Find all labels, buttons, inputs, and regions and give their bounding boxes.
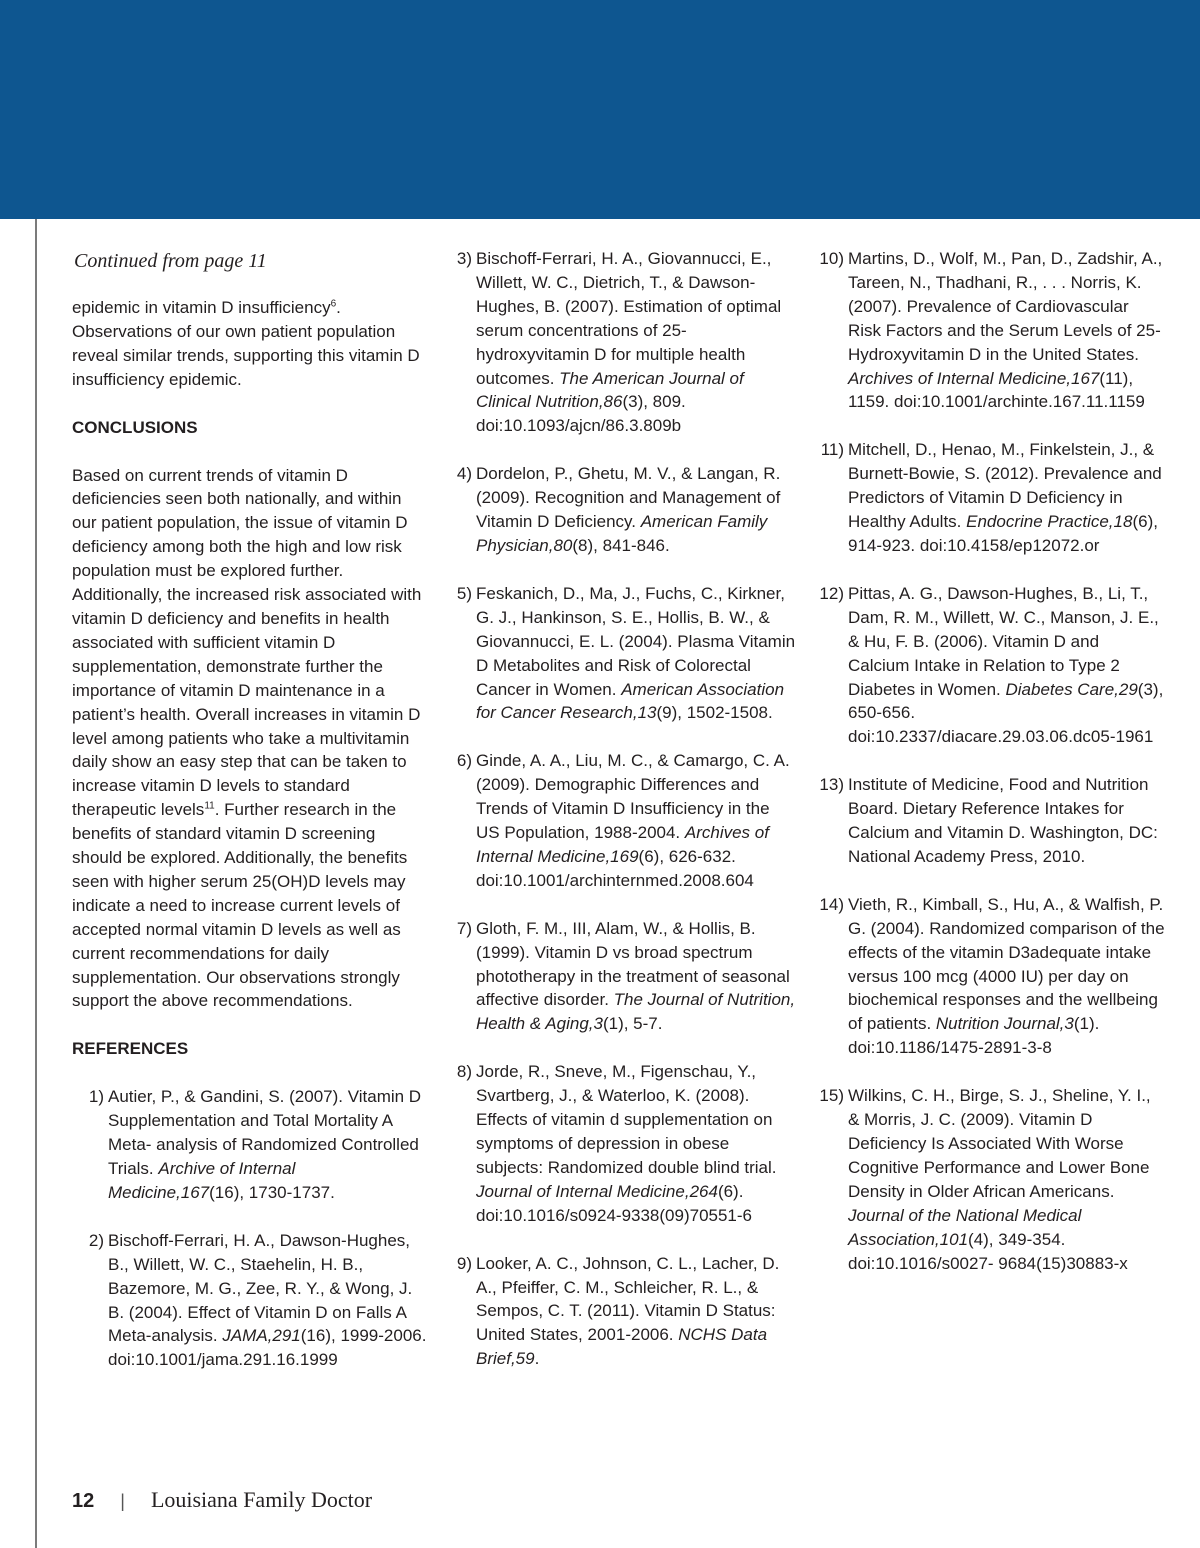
reference-number: 10) (819, 249, 844, 268)
page-number: 12 (72, 1490, 95, 1512)
reference-text (476, 1060, 796, 1227)
reference-text (476, 1252, 796, 1372)
reference-item (440, 917, 796, 1037)
footer-separator: | (120, 1491, 125, 1511)
reference-tail: (8), 841-846. (572, 535, 670, 555)
reference-journal: JAMA,291 (222, 1326, 301, 1346)
reference-body: Bischoff-Ferrari, H. A., Dawson-Hughes, B., Willett, W. C., Staehelin, H. B., Bazemore, M. G., Zee, R. Y., & Wong, J. B. (2004). Effect of Vitamin D on Falls A Meta-analysis. (108, 1230, 413, 1346)
reference-text (848, 438, 1165, 558)
reference-number: 7) (456, 918, 472, 938)
column-2 (440, 247, 796, 1395)
conclusions-text-cont: . Further research in the benefits of standard vitamin D screening should be explored. Additionally, the benefits seen with higher serum 25(OH)D levels may indicate a need to increase current levels of accepted normal vitamin D levels as well as current recommendations for daily supplementation. Our observations strongly support the above recommendations. (72, 800, 408, 1011)
reference-journal: American Association for Cancer Research,13 (476, 679, 785, 723)
references-heading: REFERENCES (72, 1039, 189, 1059)
reference-item (813, 582, 1165, 749)
reference-body: Gloth, F. M., III, Alam, W., & Hollis, B. (1999). Vitamin D vs broad spectrum phototherapy in the treatment of seasonal affective disorder. (476, 918, 790, 1010)
conclusions-paragraph (72, 464, 428, 1014)
reference-item (440, 462, 796, 558)
reference-number: 11) (820, 440, 844, 460)
reference-tail: (9), 1502-1508. (656, 703, 773, 723)
reference-body: Feskanich, D., Ma, J., Fuchs, C., Kirkner, G. J., Hankinson, S. E., Hollis, B. W., & Giovannucci, E. L. (2004). Plasma Vitamin D Metabolites and Risk of Colorectal Cancer in Women. (476, 583, 796, 699)
reference-tail: (6), 914-923. doi:10.4158/ep12072.or (848, 512, 1158, 555)
reference-tail: (16), 1730-1737. (209, 1182, 335, 1202)
reference-text (108, 1229, 428, 1372)
reference-body: Martins, D., Wolf, M., Pan, D., Zadshir, A., Tareen, N., Thadhani, R., . . . Norris, K. (2007). Prevalence of Cardiovascular Risk Factors and the Serum Levels of 25-Hydroxyvitamin D in the United States. (848, 249, 1163, 364)
reference-text (476, 247, 796, 438)
reference-body: Dordelon, P., Ghetu, M. V., & Langan, R. (2009). Recognition and Management of Vitamin D Deficiency. (476, 464, 781, 532)
reference-text (848, 582, 1165, 749)
reference-number: 13) (819, 775, 844, 795)
reference-text (476, 462, 796, 558)
intro-text-cont: . Observations of our own patient population reveal similar trends, supporting this vitamin D insufficiency epidemic. (72, 298, 420, 389)
reference-tail: . (534, 1349, 540, 1369)
reference-item (440, 1060, 796, 1227)
reference-body: Looker, A. C., Johnson, C. L., Lacher, D. A., Pfeiffer, C. M., Schleicher, R. L., & Sempos, C. T. (2011). Vitamin D Status: United States, 2001-2006. (476, 1253, 780, 1345)
reference-number: 14) (819, 894, 844, 914)
reference-text (108, 1085, 428, 1205)
left-margin-rule (35, 219, 37, 1548)
reference-tail: (1), 5-7. (602, 1014, 663, 1034)
reference-journal: Archives of Internal Medicine,167 (848, 368, 1100, 388)
reference-number: 1) (88, 1087, 104, 1107)
reference-body: Ginde, A. A., Liu, M. C., & Camargo, C. A. (2009). Demographic Differences and Trends of Vitamin D Insufficiency in the US Population, 1988-2004. (476, 751, 790, 843)
reference-number: 15) (819, 1086, 844, 1106)
reference-journal: Endocrine Practice,18 (966, 512, 1133, 532)
reference-tail: (3), 809. doi:10.1093/ajcn/86.3.809b (476, 392, 686, 436)
intro-citation: 6 (330, 298, 337, 310)
reference-body: Wilkins, C. H., Birge, S. J., Sheline, Y. I., & Morris, J. C. (2009). Vitamin D Deficiency Is Associated With Worse Cognitive Performance and Lower Bone Density in Older African Americans. (848, 1086, 1151, 1201)
reference-item (440, 582, 796, 725)
conclusions-citation: 11 (204, 800, 215, 812)
intro-paragraph (72, 296, 428, 392)
reference-item (813, 438, 1165, 558)
reference-journal: Journal of Internal Medicine,264 (476, 1181, 718, 1201)
column-1 (72, 247, 428, 1396)
reference-item (72, 1085, 428, 1205)
reference-item (813, 893, 1165, 1060)
reference-journal: Diabetes Care,29 (1005, 679, 1138, 699)
header-banner (0, 0, 1200, 219)
reference-number: 4) (456, 464, 472, 484)
reference-item (813, 247, 1165, 414)
conclusions-text: Based on current trends of vitamin D deficiencies seen both nationally, and within our patient population, the issue of vitamin D deficiency among both the high and low risk population must be explored further. Additionally, the increased risk associated with vitamin D deficiency and benefits in health associated with sufficient vitamin D supplementation, demonstrate further the importance of vitamin D maintenance in a patient’s health. Overall increases in vitamin D level among patients who take a multivitamin daily show an easy step that can be taken to increase vitamin D levels to standard therapeutic levels (72, 465, 422, 820)
reference-text (476, 582, 796, 725)
intro-text: epidemic in vitamin D insufficiency (72, 298, 331, 317)
reference-text (848, 247, 1165, 414)
reference-number: 2) (88, 1230, 104, 1250)
conclusions-heading: CONCLUSIONS (72, 417, 198, 437)
reference-number: 3) (456, 249, 472, 268)
reference-body: Institute of Medicine, Food and Nutrition Board. Dietary Reference Intakes for Calcium and Vitamin D. Washington, DC: National Academy Press, 2010. (848, 775, 1158, 866)
reference-tail: (4), 349-354. doi:10.1016/s0027- 9684(15)30883-x (848, 1229, 1128, 1273)
column-3 (813, 247, 1165, 1299)
reference-journal: Archives of Internal Medicine,169 (476, 823, 769, 866)
reference-number: 12) (819, 583, 844, 603)
reference-number: 8) (456, 1062, 472, 1082)
reference-tail: (1). doi:10.1186/1475-2891-3-8 (848, 1014, 1100, 1058)
reference-item (813, 773, 1165, 869)
reference-number: 9) (456, 1253, 472, 1273)
reference-number: 5) (456, 583, 472, 603)
magazine-name: Louisiana Family Doctor (150, 1487, 373, 1512)
reference-item (440, 247, 796, 438)
reference-journal: Nutrition Journal,3 (935, 1014, 1074, 1034)
reference-tail: (6). doi:10.1016/s0924-9338(09)70551-6 (476, 1181, 753, 1225)
reference-text (476, 749, 796, 892)
reference-body: Vieth, R., Kimball, S., Hu, A., & Walfish, P. G. (2004). Randomized comparison of the effects of the vitamin D3adequate intake versus 100 mcg (4000 IU) per day on biochemical responses and the wellbeing of patients. (848, 894, 1165, 1034)
reference-journal: The Journal of Nutrition, Health & Aging,3 (476, 990, 796, 1034)
reference-item (440, 1252, 796, 1372)
reference-text (848, 893, 1165, 1060)
reference-item (440, 749, 796, 892)
page-footer (72, 1487, 372, 1513)
reference-journal: The American Journal of Clinical Nutrition,86 (476, 368, 744, 412)
reference-number: 6) (456, 751, 472, 771)
reference-body: Mitchell, D., Henao, M., Finkelstein, J., & Burnett-Bowie, S. (2012). Prevalence and Predictors of Vitamin D Deficiency in Healthy Adults. (848, 440, 1162, 532)
reference-journal: Archive of Internal Medicine,167 (108, 1159, 296, 1202)
reference-body: Autier, P., & Gandini, S. (2007). Vitamin D Supplementation and Total Mortality A Meta- analysis of Randomized Controlled Trials. (108, 1087, 422, 1178)
continued-label: Continued from page 11 (74, 250, 267, 272)
reference-tail: (6), 626-632. doi:10.1001/archinternmed.2008.604 (476, 846, 754, 890)
reference-tail: (3), 650-656. doi:10.2337/diacare.29.03.06.dc05-1961 (848, 679, 1164, 747)
reference-item (72, 1229, 428, 1372)
reference-journal: NCHS Data Brief,59 (476, 1325, 768, 1369)
reference-journal: Journal of the National Medical Association,101 (848, 1205, 1082, 1249)
reference-item (813, 1084, 1165, 1275)
reference-tail: (16), 1999-2006. doi:10.1001/jama.291.16.1999 (108, 1326, 427, 1370)
reference-text (848, 773, 1165, 869)
reference-body: Bischoff-Ferrari, H. A., Giovannucci, E., Willett, W. C., Dietrich, T., & Dawson-Hughes, B. (2007). Estimation of optimal serum concentrations of 25-hydroxyvitamin D for multiple health outcomes. (476, 249, 782, 388)
reference-body: Jorde, R., Sneve, M., Figenschau, Y., Svartberg, J., & Waterloo, K. (2008). Effects of vitamin d supplementation on symptoms of depression in obese subjects: Randomized double blind trial. (476, 1062, 777, 1177)
reference-text (848, 1084, 1165, 1275)
reference-text (476, 917, 796, 1037)
reference-body: Pittas, A. G., Dawson-Hughes, B., Li, T., Dam, R. M., Willett, W. C., Manson, J. E., & Hu, F. B. (2006). Vitamin D and Calcium Intake in Relation to Type 2 Diabetes in Women. (848, 583, 1159, 699)
reference-tail: (11), 1159. doi:10.1001/archinte.167.11.1159 (848, 368, 1145, 412)
reference-journal: American Family Physician,80 (476, 512, 768, 555)
